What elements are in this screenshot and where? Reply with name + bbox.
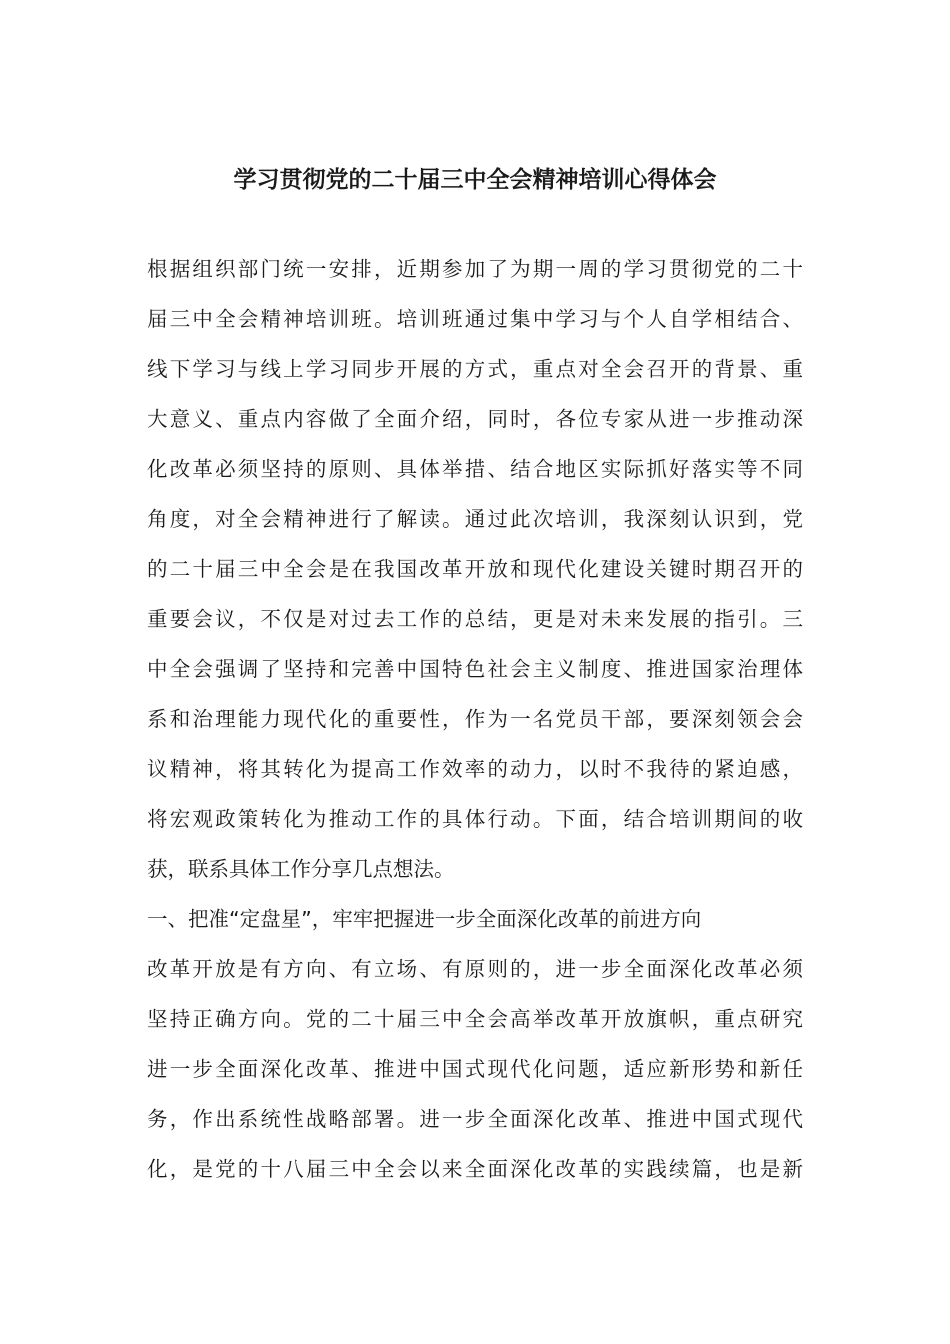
body-text-line: 议精神，将其转化为提高工作效率的动力，以时不我待的紧迫感， [147,757,803,781]
body-text-line: 中全会强调了坚持和完善中国特色社会主义制度、推进国家治理体 [147,657,803,681]
body-text-line: 重要会议，不仅是对过去工作的总结，更是对未来发展的指引。三 [147,607,803,631]
body-text-line: 务，作出系统性战略部署。进一步全面深化改革、推进中国式现代 [147,1107,803,1131]
section-heading: 一、把准“定盘星”，牢牢把握进一步全面深化改革的前进方向 [147,907,702,931]
body-text-line: 大意义、重点内容做了全面介绍，同时，各位专家从进一步推动深 [147,407,803,431]
body-text-line: 根据组织部门统一安排，近期参加了为期一周的学习贯彻党的二十 [147,257,803,281]
body-text-line: 获，联系具体工作分享几点想法。 [147,857,455,881]
body-text-line: 届三中全会精神培训班。培训班通过集中学习与个人自学相结合、 [147,307,803,331]
body-text-line: 坚持正确方向。党的二十届三中全会高举改革开放旗帜，重点研究 [147,1007,803,1031]
body-text-line: 化，是党的十八届三中全会以来全面深化改革的实践续篇，也是新 [147,1157,803,1181]
body-text-line: 将宏观政策转化为推动工作的具体行动。下面，结合培训期间的收 [147,807,803,831]
body-text-line: 进一步全面深化改革、推进中国式现代化问题，适应新形势和新任 [147,1057,803,1081]
body-text-line: 角度，对全会精神进行了解读。通过此次培训，我深刻认识到，党 [147,507,803,531]
body-text-line: 线下学习与线上学习同步开展的方式，重点对全会召开的背景、重 [147,357,803,381]
document-title: 学习贯彻党的二十届三中全会精神培训心得体会 [233,167,717,193]
body-text-line: 改革开放是有方向、有立场、有原则的，进一步全面深化改革必须 [147,957,803,981]
body-text-line: 化改革必须坚持的原则、具体举措、结合地区实际抓好落实等不同 [147,457,803,481]
body-text-line: 的二十届三中全会是在我国改革开放和现代化建设关键时期召开的 [147,557,803,581]
body-text-line: 系和治理能力现代化的重要性，作为一名党员干部，要深刻领会会 [147,707,803,731]
